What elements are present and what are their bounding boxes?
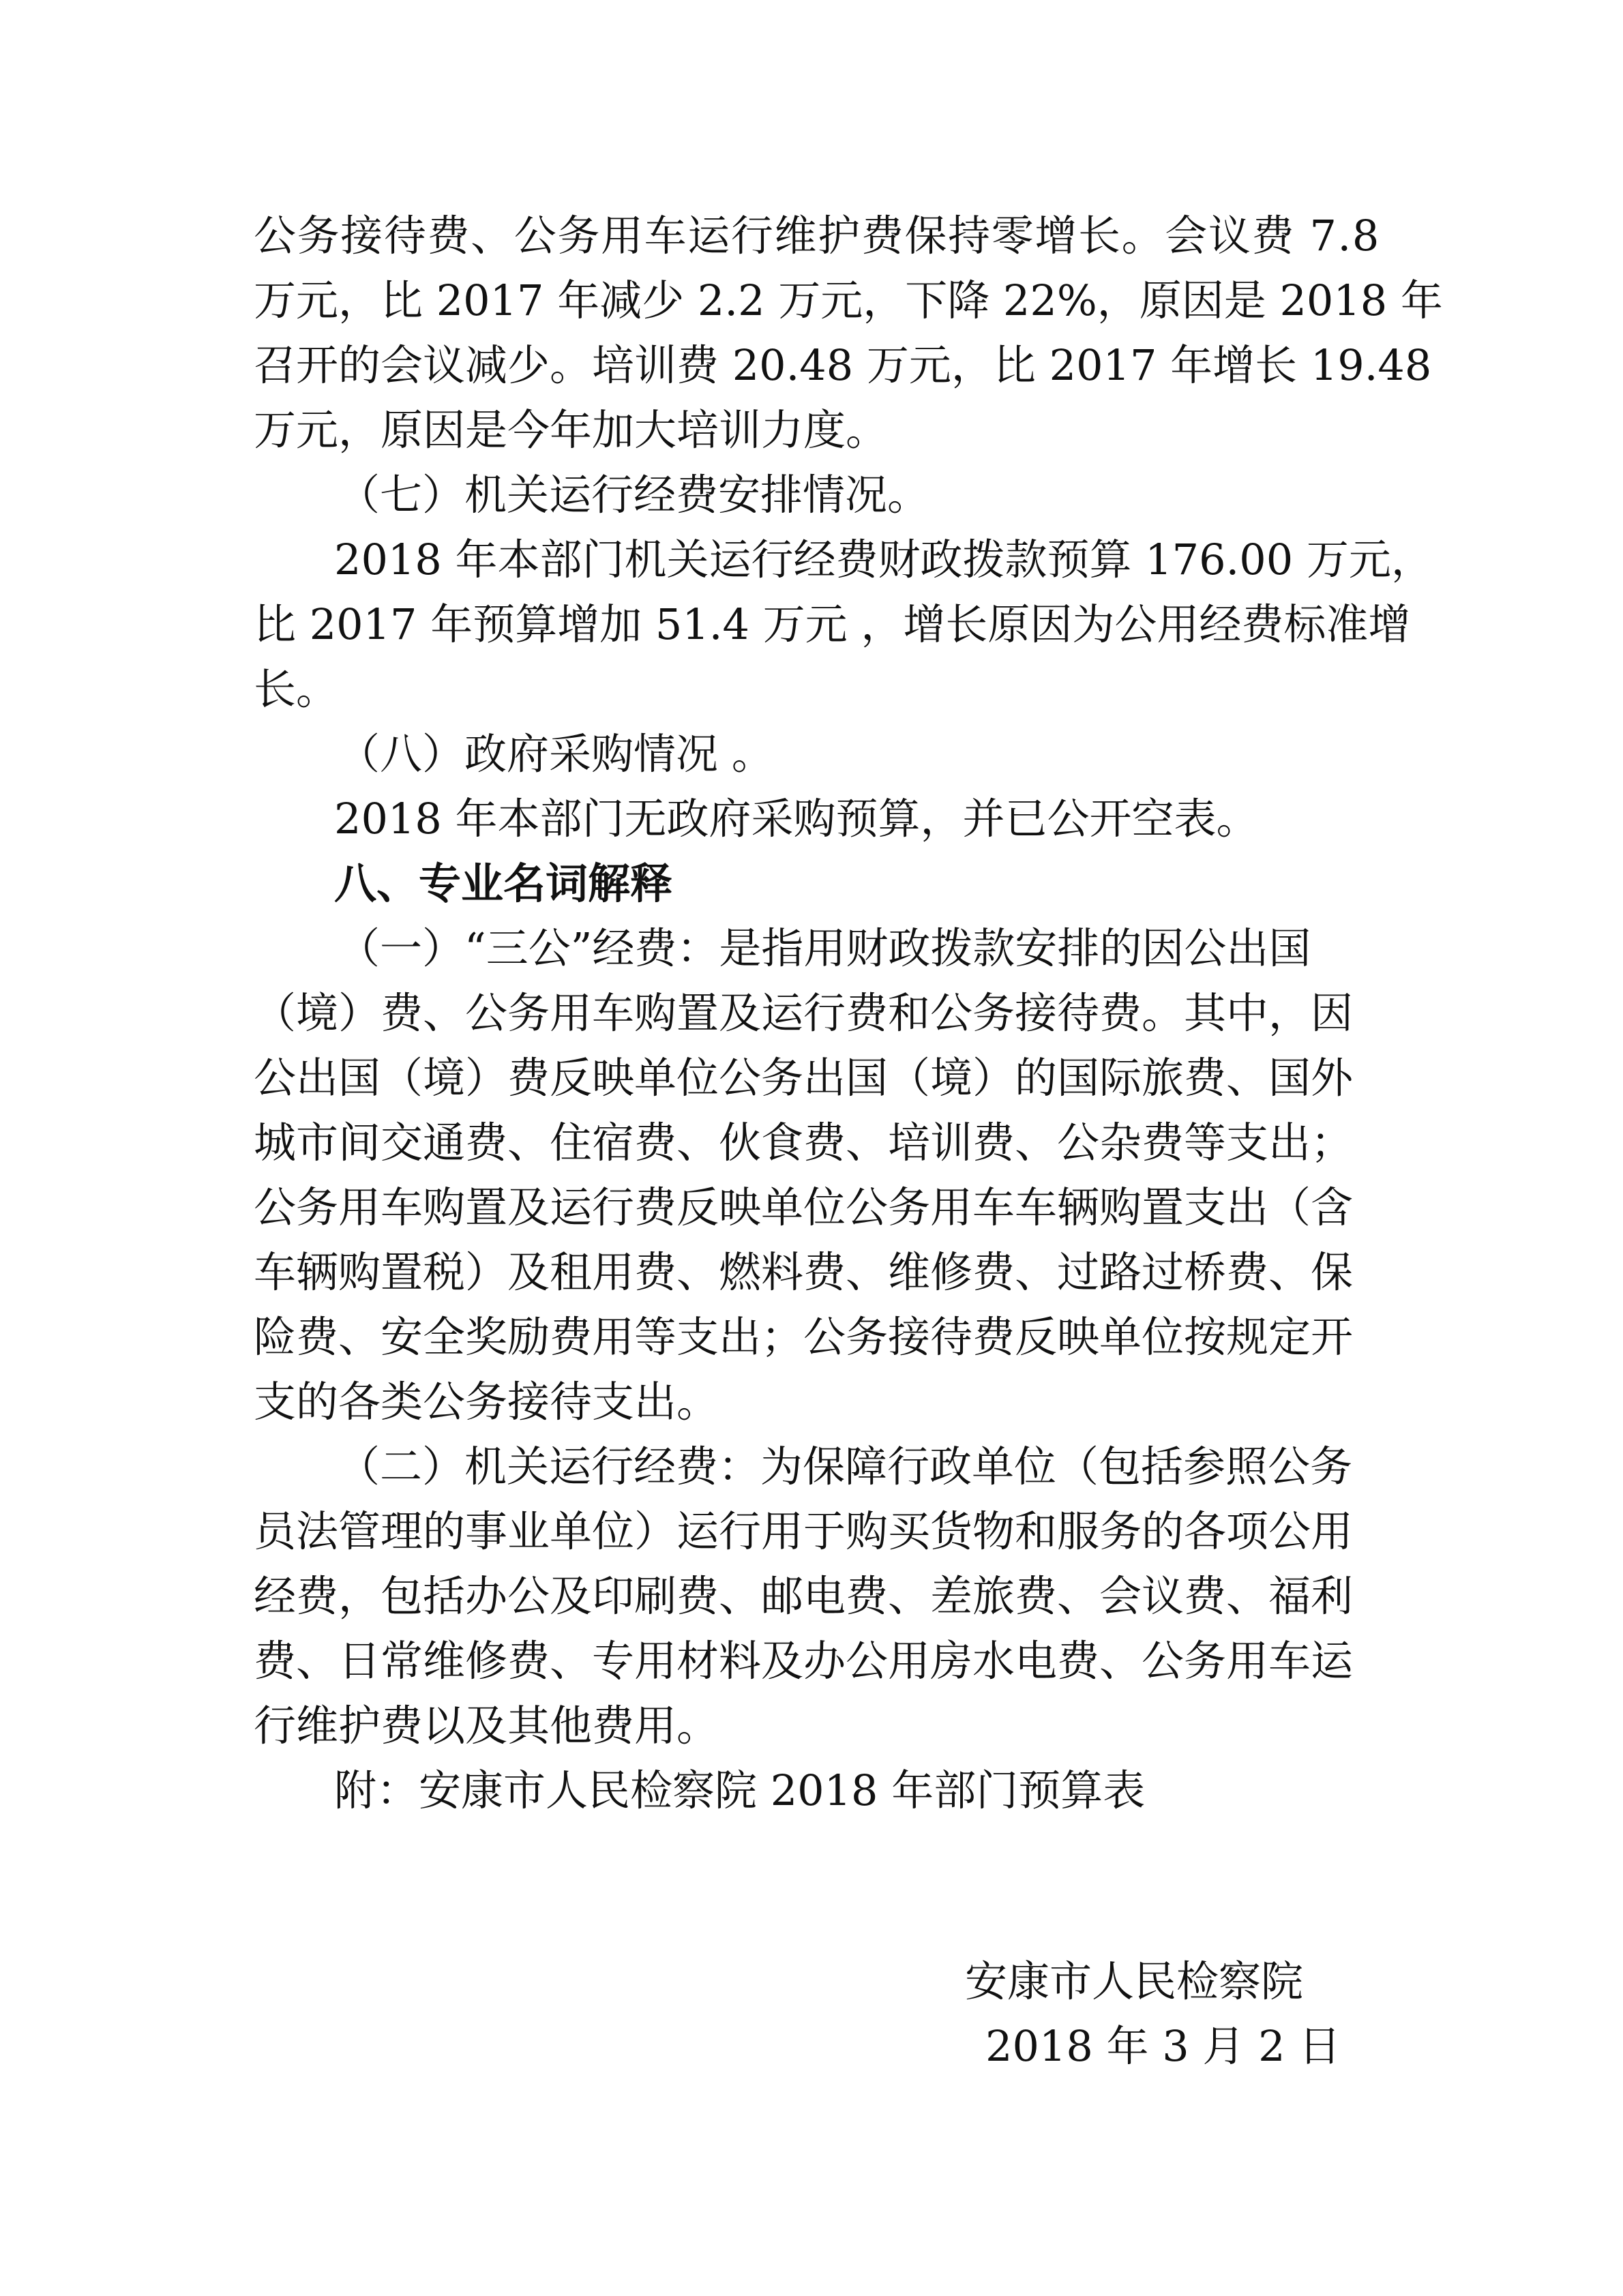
paragraph-line: 万元，比 2017 年减少 2.2 万元，下降 22%，原因是 2018 年 [254, 275, 1443, 325]
paragraph-line: 召开的会议减少。培训费 20.48 万元，比 2017 年增长 19.48 [254, 340, 1432, 390]
paragraph-line: （八）政府采购情况 。 [338, 729, 774, 779]
paragraph-line: 员法管理的事业单位）运行用于购买货物和服务的各项公用 [254, 1506, 1354, 1556]
paragraph-line: 公出国（境）费反映单位公务出国（境）的国际旅费、国外 [254, 1053, 1354, 1103]
paragraph-line: 万元，原因是今年加大培训力度。 [254, 405, 889, 455]
paragraph-line: 公务用车购置及运行费反映单位公务用车车辆购置支出（含 [254, 1182, 1354, 1232]
paragraph-line: 支的各类公务接待支出。 [254, 1377, 719, 1427]
attachment-note: 附：安康市人民检察院 2018 年部门预算表 [334, 1765, 1146, 1815]
paragraph-line: 公务接待费、公务用车运行维护费保持零增长。会议费 7.8 [254, 211, 1380, 260]
paragraph-line: 长。 [254, 664, 339, 714]
paragraph-line: 城市间交通费、住宿费、伙食费、培训费、公杂费等支出； [254, 1118, 1354, 1167]
paragraph-line: （二）机关运行经费：为保障行政单位（包括参照公务 [338, 1442, 1353, 1491]
paragraph-line: 2018 年本部门机关运行经费财政拨款预算 176.00 万元， [334, 535, 1433, 584]
paragraph-line: 车辆购置税）及租用费、燃料费、维修费、过路过桥费、保 [254, 1247, 1354, 1297]
signature-date: 2018 年 3 月 2 日 [985, 2021, 1341, 2071]
paragraph-line: （境）费、公务用车购置及运行费和公务接待费。其中，因 [254, 988, 1354, 1038]
paragraph-line: （一）“三公”经费：是指用财政拨款安排的因公出国 [338, 923, 1311, 973]
paragraph-line: 经费，包括办公及印刷费、邮电费、差旅费、会议费、福利 [254, 1571, 1354, 1621]
paragraph-line: 比 2017 年预算增加 51.4 万元 ，增长原因为公用经费标准增 [254, 599, 1411, 649]
paragraph-line: 行维护费以及其他费用。 [254, 1701, 719, 1750]
paragraph-line: （七）机关运行经费安排情况。 [338, 470, 930, 520]
section-heading: 八、专业名词解释 [334, 859, 673, 908]
paragraph-line: 费、日常维修费、专用材料及办公用房水电费、公务用车运 [254, 1636, 1354, 1686]
signature-org: 安康市人民检察院 [965, 1956, 1304, 2006]
paragraph-line: 险费、安全奖励费用等支出；公务接待费反映单位按规定开 [254, 1312, 1354, 1362]
paragraph-line: 2018 年本部门无政府采购预算，并已公开空表。 [334, 794, 1259, 844]
